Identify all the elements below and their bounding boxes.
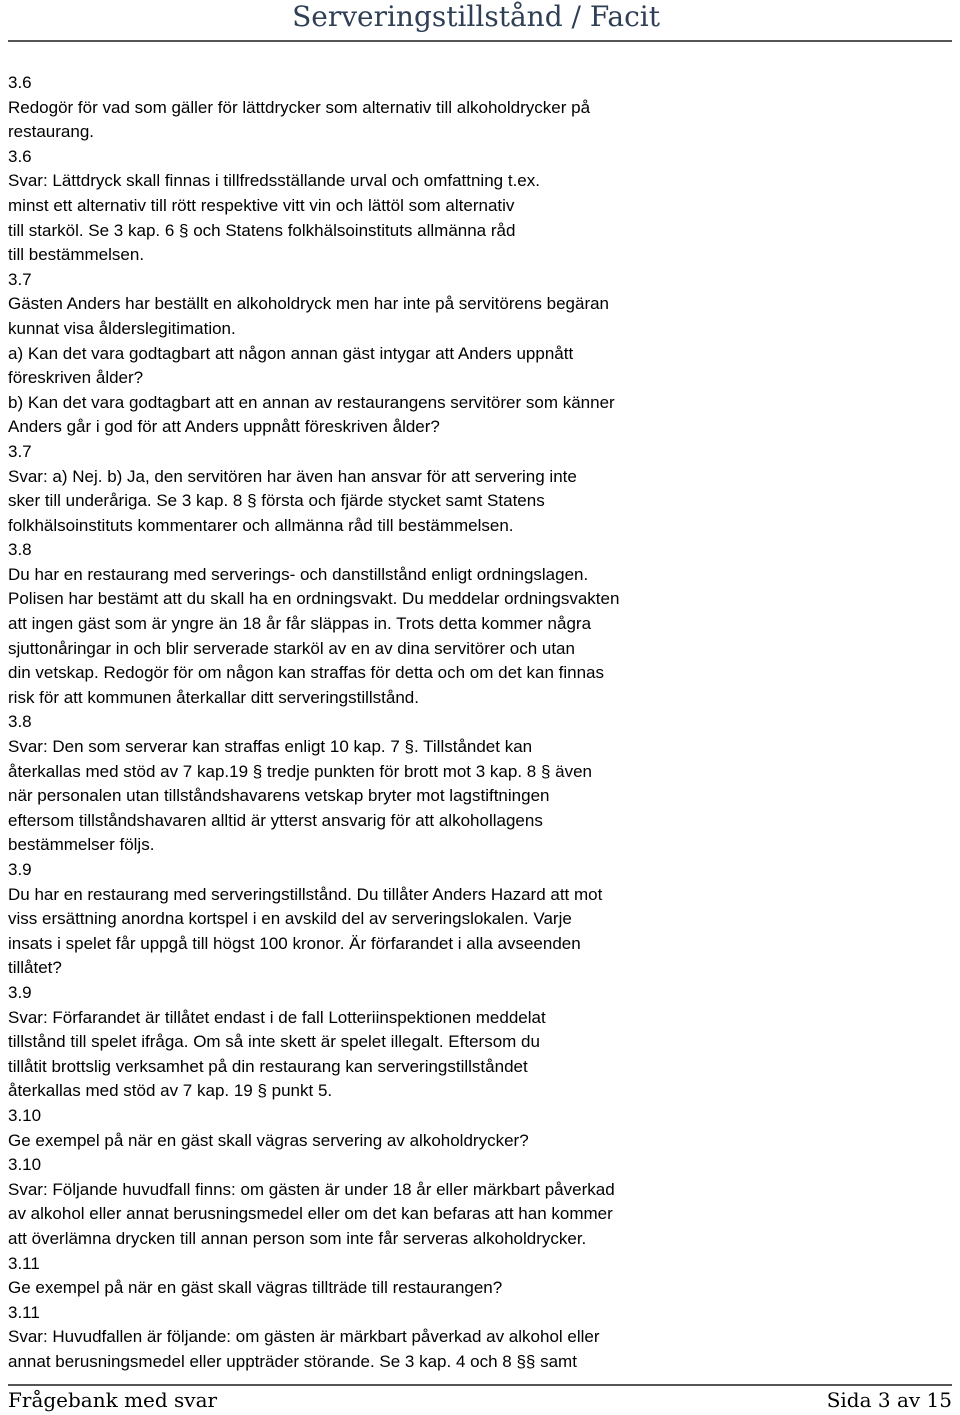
text-line: 3.10 — [8, 1105, 42, 1125]
text-line: 3.7 — [8, 269, 32, 289]
text-line: 3.7 — [8, 441, 32, 461]
text-line: Redogör för vad som gäller för lättdrycker som alternativ till alkoholdrycker på — [8, 97, 591, 117]
text-line: Svar: Den som serverar kan straffas enligt 10 kap. 7 §. Tillståndet kan — [8, 737, 533, 757]
text-line: 3.9 — [8, 982, 32, 1002]
text-line: återkallas med stöd av 7 kap. 19 § punkt 5. — [8, 1081, 333, 1101]
page-number: Sida 3 av 15 — [826, 1388, 952, 1412]
text-line: Gästen Anders har beställt en alkoholdryck men har inte på servitörens begäran — [8, 294, 610, 314]
text-line: b) Kan det vara godtagbart att en annan av restaurangens servitörer som känner — [8, 392, 615, 412]
text-line: tillstånd till spelet ifråga. Om så inte skett är spelet illegalt. Eftersom du — [8, 1032, 540, 1052]
text-line: av alkohol eller annat berusningsmedel eller om det kan befaras att han kommer — [8, 1204, 613, 1224]
text-line: Svar: Förfarandet är tillåtet endast i de fall Lotteriinspektionen meddelat — [8, 1007, 546, 1027]
text-line: Ge exempel på när en gäst skall vägras tillträde till restaurangen? — [8, 1278, 503, 1298]
text-line: 3.6 — [8, 73, 32, 92]
footer-document-title: Frågebank med svar — [8, 1388, 218, 1412]
text-line: 3.8 — [8, 712, 32, 732]
text-line: Du har en restaurang med serverings- och danstillstånd enligt ordningslagen. — [8, 564, 589, 584]
text-line: att ingen gäst som är yngre än 18 år får släppas in. Trots detta kommer några — [8, 614, 592, 634]
document-body — [8, 71, 948, 1374]
text-line: minst ett alternativ till rött respektive vitt vin och lättöl som alternativ — [8, 195, 515, 215]
text-line: din vetskap. Redogör för om någon kan straffas för detta och om det kan finnas — [8, 663, 604, 683]
page-header-title: Serveringstillstånd / Facit — [292, 0, 660, 33]
text-line: folkhälsoinstituts kommentarer och allmänna råd till bestämmelsen. — [8, 515, 514, 535]
text-line: Du har en restaurang med serveringstillstånd. Du tillåter Anders Hazard att mot — [8, 884, 603, 904]
text-line: risk för att kommunen återkallar ditt serveringstillstånd. — [8, 687, 419, 707]
text-line: Svar: Lättdryck skall finnas i tillfredsställande urval och omfattning t.ex. — [8, 171, 540, 191]
text-line: a) Kan det vara godtagbart att någon annan gäst intygar att Anders uppnått — [8, 343, 574, 363]
text-line: 3.10 — [8, 1155, 42, 1175]
text-line: 3.11 — [8, 1302, 40, 1322]
text-line: sjuttonåringar in och blir serverade starköl av en av dina servitörer och utan — [8, 638, 575, 658]
text-line: till bestämmelsen. — [8, 245, 145, 265]
text-line: återkallas med stöd av 7 kap.19 § tredje punkten för brott mot 3 kap. 8 § även — [8, 761, 593, 781]
text-line: Anders går i god för att Anders uppnått föreskriven ålder? — [8, 417, 440, 437]
text-line: sker till underåriga. Se 3 kap. 8 § första och fjärde stycket samt Statens — [8, 491, 545, 511]
text-line: tillåtit brottslig verksamhet på din restaurang kan serveringstillståndet — [8, 1056, 528, 1076]
text-line: insats i spelet får uppgå till högst 100 kronor. Är förfarandet i alla avseenden — [8, 933, 581, 953]
text-line: till starköl. Se 3 kap. 6 § och Statens folkhälsoinstituts allmänna råd — [8, 220, 516, 240]
text-line: eftersom tillståndshavaren alltid är ytterst ansvarig för att alkohollagens — [8, 810, 543, 830]
text-line: annat berusningsmedel eller uppträder störande. Se 3 kap. 4 och 8 §§ samt — [8, 1351, 577, 1371]
text-line: 3.11 — [8, 1253, 40, 1273]
text-line: Svar: a) Nej. b) Ja, den servitören har även han ansvar för att servering inte — [8, 466, 577, 486]
text-line: Ge exempel på när en gäst skall vägras servering av alkoholdrycker? — [8, 1130, 529, 1150]
text-line: Svar: Följande huvudfall finns: om gästen är under 18 år eller märkbart påverkad — [8, 1179, 615, 1199]
footer-divider — [8, 1384, 952, 1386]
text-line: Svar: Huvudfallen är följande: om gästen är märkbart påverkad av alkohol eller — [8, 1327, 600, 1347]
text-line: 3.8 — [8, 540, 32, 560]
text-line: tillåtet? — [8, 958, 62, 978]
text-line: 3.6 — [8, 146, 32, 166]
text-line: 3.9 — [8, 860, 32, 879]
text-line: att överlämna drycken till annan person som inte får serveras alkoholdrycker. — [8, 1228, 587, 1248]
text-line: restaurang. — [8, 122, 94, 142]
text-line: viss ersättning anordna kortspel i en avskild del av serveringslokalen. Varje — [8, 909, 572, 929]
text-line: bestämmelser följs. — [8, 835, 155, 855]
text-line: Polisen har bestämt att du skall ha en ordningsvakt. Du meddelar ordningsvakten — [8, 589, 620, 609]
text-line: kunnat visa ålderslegitimation. — [8, 318, 236, 338]
text-line: när personalen utan tillståndshavarens vetskap bryter mot lagstiftningen — [8, 786, 550, 806]
text-line: föreskriven ålder? — [8, 368, 144, 388]
header-divider — [8, 40, 952, 42]
